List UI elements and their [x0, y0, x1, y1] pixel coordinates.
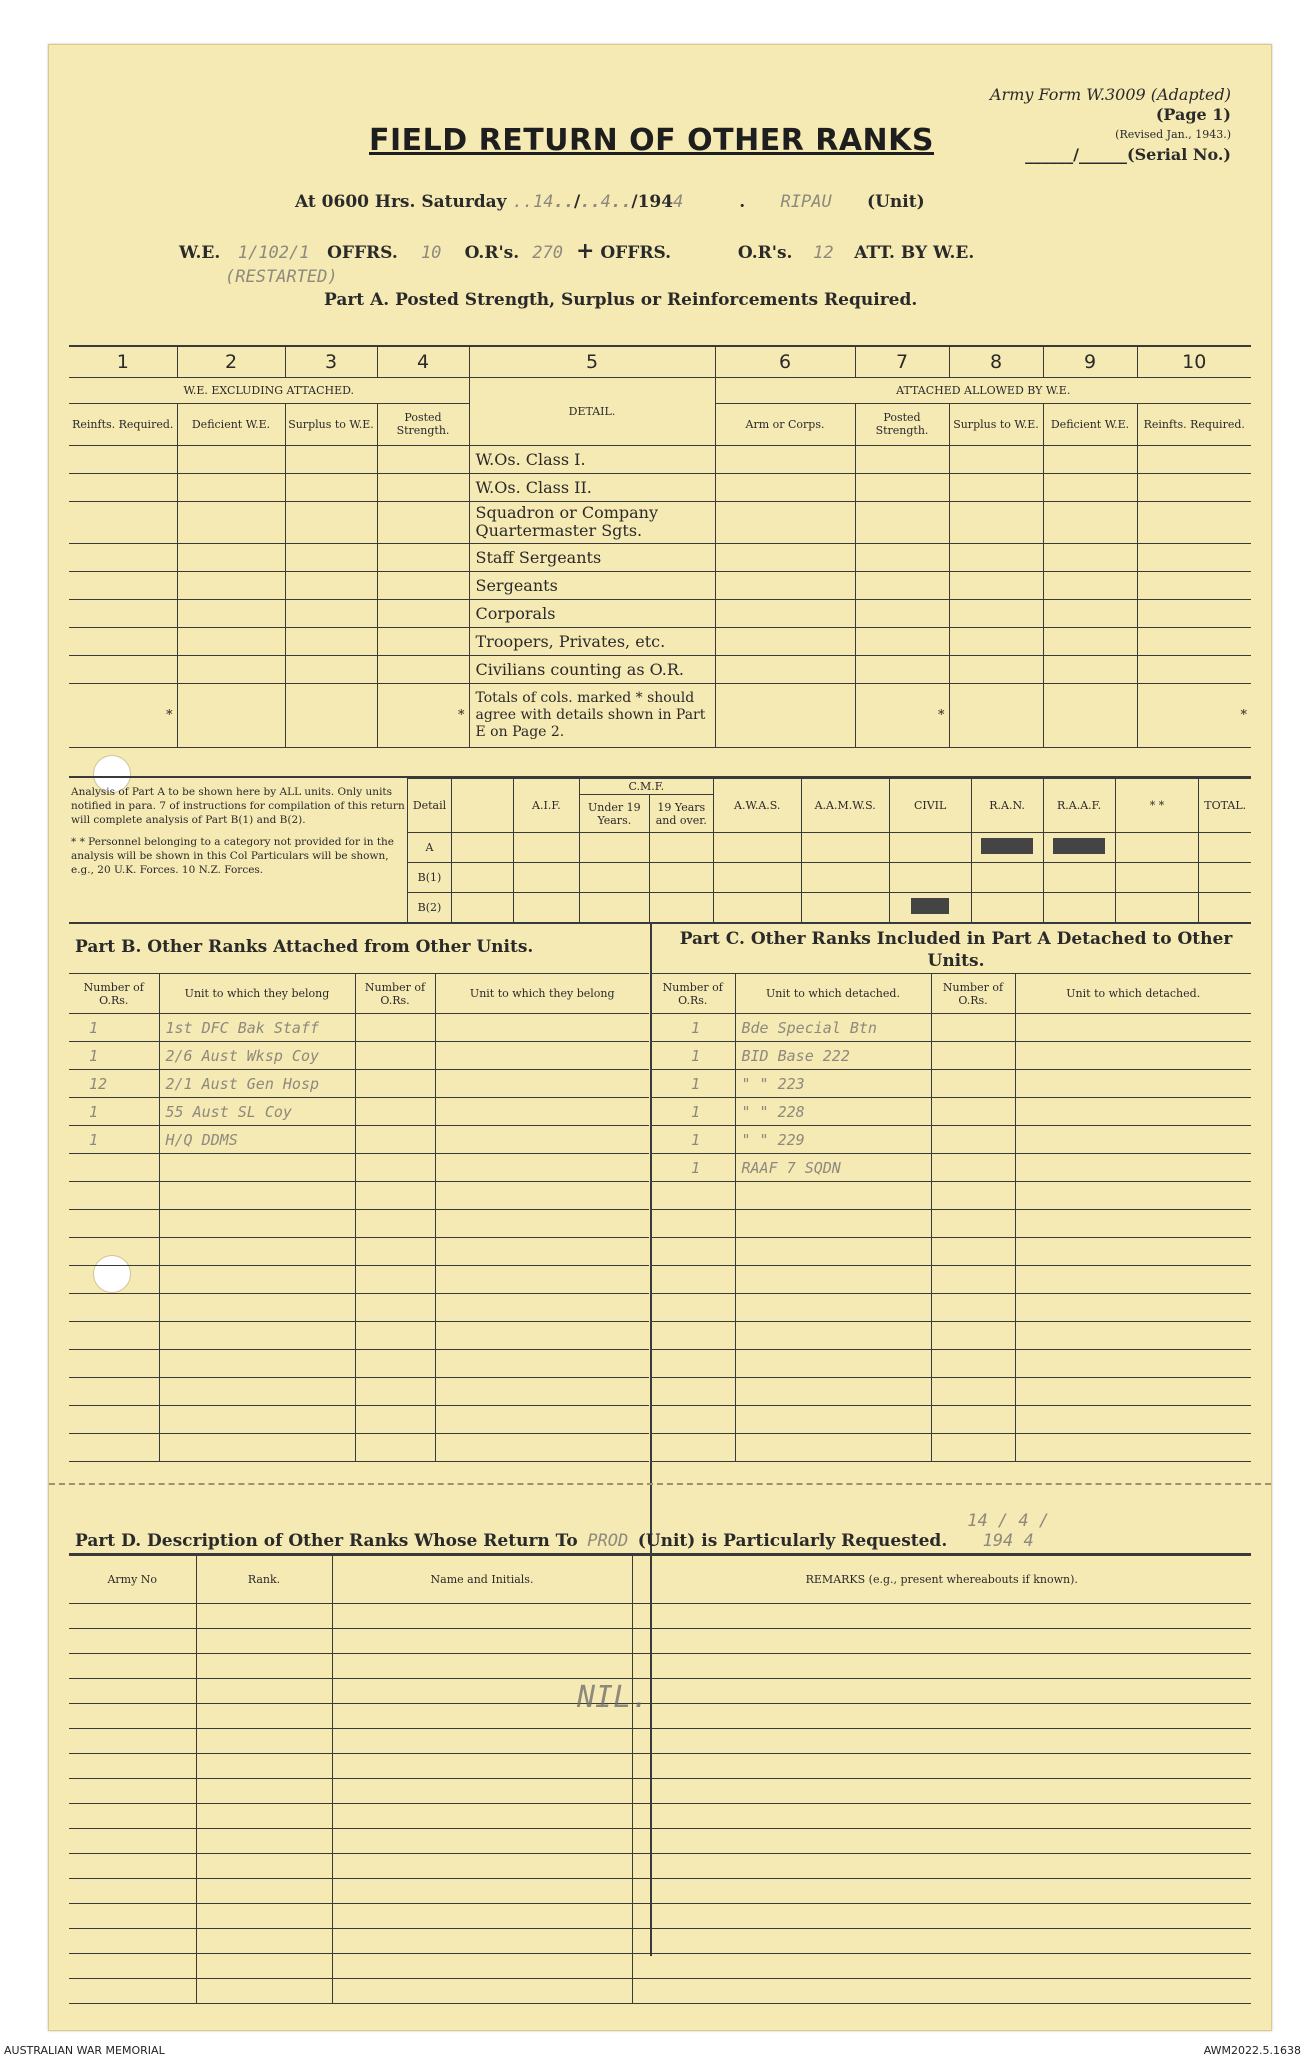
row-label-wo1: W.Os. Class I.: [469, 445, 715, 473]
date-month: 4: [600, 192, 611, 212]
table-row: [651, 1014, 1251, 1042]
part-d-unit: PROD: [587, 1531, 629, 1551]
table-row: [69, 1779, 1251, 1804]
analysis-notes: [71, 785, 406, 877]
att-offrs-label: OFFRS.: [600, 243, 672, 263]
table-row: [651, 1322, 1251, 1350]
redacted-block: [911, 898, 949, 914]
table-row: [69, 1654, 1251, 1679]
attached-unit: 2/6 Aust Wksp Coy: [159, 1042, 355, 1070]
table-row: [69, 1929, 1251, 1954]
part-d-table: [69, 1555, 1251, 2004]
date-unit-line: At 0600 Hrs. Saturday ..14../..4../1944 . RIPAU (Unit): [295, 192, 925, 212]
table-row: [69, 1854, 1251, 1879]
detached-unit: " " 223: [735, 1070, 931, 1098]
table-row: [651, 1210, 1251, 1238]
we-reference: 1/102/1: [237, 243, 310, 263]
footer-right: AWM2022.5.1638: [1203, 2044, 1301, 2057]
time-label: At 0600 Hrs. Saturday: [295, 192, 507, 212]
table-row: [651, 1350, 1251, 1378]
table-row: [69, 1014, 649, 1042]
table-row: [69, 1904, 1251, 1929]
table-row: [69, 1042, 649, 1070]
part-d-title-b: (Unit) is Particularly Requested.: [637, 1531, 948, 1551]
column-number-row: [69, 347, 1251, 377]
col-header-reinfts: Reinfts. Required.: [69, 403, 177, 445]
unit-name: RIPAU: [780, 192, 832, 212]
table-row: [69, 1754, 1251, 1779]
army-no-header: Army No: [69, 1556, 196, 1604]
col-num-7: 7: [855, 347, 949, 377]
left-group-header: W.E. EXCLUDING ATTACHED.: [69, 377, 469, 403]
col-num-9: 9: [1043, 347, 1137, 377]
col-header-arm: Arm or Corps.: [715, 403, 855, 445]
we-ors-value: 270: [532, 243, 563, 263]
col-header-surplus-att: Surplus to W.E.: [949, 403, 1043, 445]
col-header-surplus: Surplus to W.E.: [285, 403, 377, 445]
table-row: [69, 501, 1251, 543]
detached-unit: Bde Special Btn: [735, 1014, 931, 1042]
table-row: [69, 1070, 649, 1098]
part-c-unit-header-2: Unit to which detached.: [1015, 974, 1251, 1014]
we-line: [179, 238, 974, 264]
army-form-number: Army Form W.3009 (Adapted): [989, 85, 1231, 104]
table-row: [69, 1406, 649, 1434]
part-d-title-a: Part D. Description of Other Ranks Whose Return To: [75, 1531, 578, 1551]
part-b-title: Part B. Other Ranks Attached from Other Units.: [75, 937, 534, 957]
cmf-header: C.M.F.: [579, 779, 713, 795]
detached-unit: " " 229: [735, 1126, 931, 1154]
part-c-title: Part C. Other Ranks Included in Part A Detached to Other Units.: [679, 929, 1233, 971]
table-row: [651, 1182, 1251, 1210]
analysis-detail-header: Detail: [408, 779, 452, 833]
offrs-label: OFFRS.: [327, 243, 398, 263]
table-row: [651, 1154, 1251, 1182]
detached-count: 1: [651, 1070, 735, 1098]
part-c-num-header-2: Number of O.Rs.: [931, 974, 1015, 1014]
under19-header: Under 19 Years.: [579, 795, 649, 833]
army-form-ref: Army Form W.3009 (Adapted) (Page 1) (Revised Jan., 1943.) ______/______(Serial No.): [989, 85, 1231, 164]
table-row: [408, 833, 1252, 863]
star-marker: *: [69, 683, 177, 747]
table-row: [69, 1954, 1251, 1979]
personnel-note: * * Personnel belonging to a category not provided for in the analysis will be shown in this Col Particulars will be shown, e.g., 20 U.K. Forces. 10 N.Z. Forces.: [71, 836, 395, 876]
col-num-2: 2: [177, 347, 285, 377]
part-b-unit-header-2: Unit to which they belong: [435, 974, 649, 1014]
part-c-table: [651, 973, 1251, 1462]
att-ors-label: O.R's.: [737, 243, 793, 263]
form-sheet: [48, 44, 1272, 2031]
attached-count: 12: [69, 1070, 159, 1098]
table-row: [69, 1804, 1251, 1829]
col-num-6: 6: [715, 347, 855, 377]
part-d-rows: [69, 1604, 1251, 2004]
row-label-totals: Totals of cols. marked * should agree with details shown in Part E on Page 2.: [469, 683, 715, 747]
table-row: [69, 473, 1251, 501]
table-row: [69, 1979, 1251, 2004]
table-row: [69, 1879, 1251, 1904]
table-row: [69, 1266, 649, 1294]
part-b-table: [69, 973, 649, 1462]
part-c-unit-header: Unit to which detached.: [735, 974, 931, 1014]
table-row: [651, 1042, 1251, 1070]
detached-count: 1: [651, 1126, 735, 1154]
table-row: [69, 1679, 1251, 1704]
star-marker: *: [855, 683, 949, 747]
perforation-line: [49, 1483, 1271, 1485]
table-row: [69, 543, 1251, 571]
table-row: [69, 571, 1251, 599]
analysis-table: [407, 778, 1251, 923]
table-row: [69, 1604, 1251, 1629]
analysis-row-a: A: [408, 833, 452, 863]
table-row: [69, 1294, 649, 1322]
we-offrs-value: 10: [420, 243, 442, 263]
col-header-reinfts-att: Reinfts. Required.: [1137, 403, 1251, 445]
table-row: [651, 1070, 1251, 1098]
detached-count: 1: [651, 1014, 735, 1042]
nil-entry: NIL.: [577, 1680, 650, 1715]
col-num-10: 10: [1137, 347, 1251, 377]
redacted-block: [981, 838, 1033, 854]
part-d-date: 14 / 4 / 194 4: [967, 1511, 1050, 1551]
attached-unit: 55 Aust SL Coy: [159, 1098, 355, 1126]
table-row: [69, 1729, 1251, 1754]
part-d-title: [75, 1511, 1063, 1551]
col-num-8: 8: [949, 347, 1043, 377]
detached-unit: " " 228: [735, 1098, 931, 1126]
ors-label: O.R's.: [464, 243, 520, 263]
plus-sign: +: [576, 238, 595, 264]
row-label-troopers: Troopers, Privates, etc.: [469, 627, 715, 655]
analysis-note: Analysis of Part A to be shown here by ALL units. Only units notified in para. 7 of instructions for compilation of this return will complete analysis of Part B(1) and B(2).: [71, 786, 405, 826]
table-row: [651, 1238, 1251, 1266]
attached-count: 1: [69, 1126, 159, 1154]
table-row: [651, 1406, 1251, 1434]
table-row: [69, 1210, 649, 1238]
att-label: ATT. BY W.E.: [854, 243, 975, 263]
date-day: 14: [532, 192, 554, 212]
over19-header: 19 Years and over.: [649, 795, 713, 833]
attached-unit: H/Q DDMS: [159, 1126, 355, 1154]
col-header-posted-att: Posted Strength.: [855, 403, 949, 445]
col-num-5: 5: [469, 347, 715, 377]
table-row: [651, 1378, 1251, 1406]
row-label-wo2: W.Os. Class II.: [469, 473, 715, 501]
table-row: [69, 655, 1251, 683]
analysis-row-b2: B(2): [408, 893, 452, 923]
table-row: [69, 445, 1251, 473]
redacted-block: [1053, 838, 1105, 854]
col-header-deficient: Deficient W.E.: [177, 403, 285, 445]
table-row: [69, 1322, 649, 1350]
we-label: W.E.: [179, 243, 221, 263]
parts-bc-top-rule: [69, 922, 1251, 924]
table-row: [69, 1350, 649, 1378]
row-label-sergeants: Sergeants: [469, 571, 715, 599]
raaf-header: R.A.A.F.: [1043, 779, 1115, 833]
other-category-header: * *: [1115, 779, 1199, 833]
col-num-3: 3: [285, 347, 377, 377]
table-row: [69, 1629, 1251, 1654]
table-row: [69, 1238, 649, 1266]
att-ors-value: 12: [813, 243, 834, 263]
ran-header: R.A.N.: [971, 779, 1043, 833]
table-row: [69, 599, 1251, 627]
rank-header: Rank.: [196, 1556, 332, 1604]
remarks-header: REMARKS (e.g., present whereabouts if known).: [632, 1556, 1251, 1604]
table-row: [651, 1266, 1251, 1294]
col-header-posted: Posted Strength.: [377, 403, 469, 445]
attached-count: 1: [69, 1098, 159, 1126]
attached-unit: 2/1 Aust Gen Hosp: [159, 1070, 355, 1098]
date-year: 4: [673, 192, 684, 212]
attached-count: 1: [69, 1042, 159, 1070]
attached-unit: 1st DFC Bak Staff: [159, 1014, 355, 1042]
total-header: TOTAL.: [1199, 779, 1251, 833]
table-row: [69, 1378, 649, 1406]
footer-left: AUSTRALIAN WAR MEMORIAL: [4, 2044, 165, 2057]
detached-unit: BID Base 222: [735, 1042, 931, 1070]
table-row: [69, 1182, 649, 1210]
part-b-num-header: Number of O.Rs.: [69, 974, 159, 1014]
name-header: Name and Initials.: [332, 1556, 632, 1604]
detached-unit: RAAF 7 SQDN: [735, 1154, 931, 1182]
totals-row: [69, 683, 1251, 747]
col-num-1: 1: [69, 347, 177, 377]
page-number: (Page 1): [1155, 105, 1231, 124]
restarted-note: (RESTARTED): [225, 267, 338, 287]
part-c-rows: [651, 1014, 1251, 1462]
row-label-cqms: Squadron or Company Quartermaster Sgts.: [469, 501, 715, 543]
attached-count: 1: [69, 1014, 159, 1042]
part-c-num-header: Number of O.Rs.: [651, 974, 735, 1014]
unit-label: (Unit): [867, 192, 925, 212]
part-b-unit-header: Unit to which they belong: [159, 974, 355, 1014]
table-row: [69, 1154, 649, 1182]
analysis-row-b1: B(1): [408, 863, 452, 893]
form-title: FIELD RETURN OF OTHER RANKS: [369, 123, 935, 158]
aif-header: A.I.F.: [513, 779, 579, 833]
detached-count: 1: [651, 1042, 735, 1070]
civil-header: CIVIL: [889, 779, 971, 833]
detached-count: 1: [651, 1154, 735, 1182]
table-row: [69, 1704, 1251, 1729]
col-header-deficient-att: Deficient W.E.: [1043, 403, 1137, 445]
table-row: [651, 1434, 1251, 1462]
aamws-header: A.A.M.W.S.: [801, 779, 889, 833]
awas-header: A.W.A.S.: [713, 779, 801, 833]
part-b-rows: [69, 1014, 649, 1462]
part-a-title: Part A. Posted Strength, Surplus or Reinforcements Required.: [324, 290, 918, 310]
row-label-civilians: Civilians counting as O.R.: [469, 655, 715, 683]
star-marker: *: [1137, 683, 1251, 747]
part-b-num-header-2: Number of O.Rs.: [355, 974, 435, 1014]
part-a-table: [69, 347, 1251, 748]
table-row: [69, 1434, 649, 1462]
right-group-header: ATTACHED ALLOWED BY W.E.: [715, 377, 1251, 403]
year-label: 194: [637, 192, 674, 212]
table-row: [69, 1829, 1251, 1854]
table-row: [408, 863, 1252, 893]
detail-header: DETAIL.: [469, 377, 715, 445]
star-marker: *: [377, 683, 469, 747]
table-row: [69, 1098, 649, 1126]
table-row: [651, 1294, 1251, 1322]
table-row: [69, 1126, 649, 1154]
row-label-staff-sgts: Staff Sergeants: [469, 543, 715, 571]
serial-label: (Serial No.): [1127, 145, 1231, 164]
row-label-corporals: Corporals: [469, 599, 715, 627]
revised-date: (Revised Jan., 1943.): [1115, 128, 1231, 141]
table-row: [69, 627, 1251, 655]
detached-count: 1: [651, 1098, 735, 1126]
table-row: [651, 1126, 1251, 1154]
table-row: [651, 1098, 1251, 1126]
col-num-4: 4: [377, 347, 469, 377]
table-row: [408, 893, 1252, 923]
